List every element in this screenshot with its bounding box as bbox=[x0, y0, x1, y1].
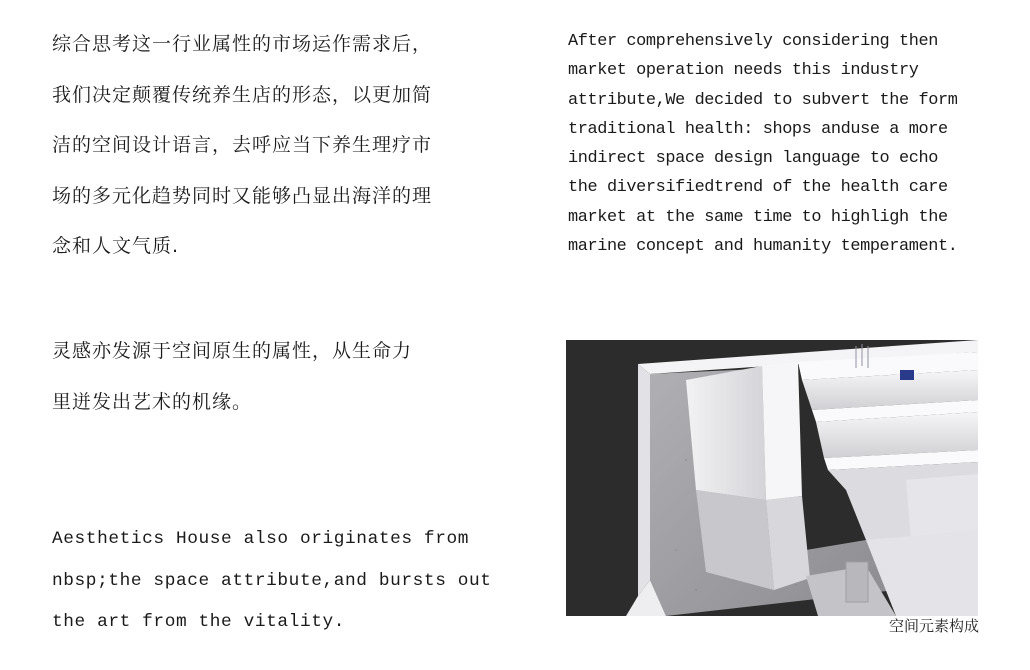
english-paragraph-left bbox=[52, 528, 492, 653]
english-line: nbsp;the space attribute,and bursts out bbox=[52, 570, 492, 591]
chinese-line: 念和人文气质. bbox=[52, 235, 180, 257]
chinese-line: 里迸发出艺术的机缘。 bbox=[52, 391, 253, 413]
english-line: the diversifiedtrend of the health care bbox=[568, 178, 948, 198]
english-paragraph-right bbox=[568, 31, 957, 265]
english-line: the art from the vitality. bbox=[52, 612, 346, 632]
chinese-line: 我们决定颠覆传统养生店的形态，以更加简 bbox=[52, 83, 433, 106]
english-line: market at the same time to highligh the bbox=[568, 207, 948, 227]
english-line: Aesthetics House also originates from bbox=[52, 529, 470, 549]
chinese-line: 灵感亦发源于空间原生的属性，从生命力 bbox=[52, 340, 413, 362]
english-line: marine concept and humanity temperament. bbox=[568, 237, 958, 257]
english-line: market operation needs this industry bbox=[568, 61, 919, 81]
space-render-image bbox=[566, 340, 978, 616]
english-line: attribute,We decided to subvert the form bbox=[568, 90, 958, 110]
figure-caption: 空间元素构成 bbox=[888, 617, 979, 635]
english-line: traditional health: shops anduse a more bbox=[568, 119, 948, 139]
chinese-paragraph-1 bbox=[52, 33, 502, 286]
chinese-line: 综合思考这一行业属性的市场运作需求后， bbox=[52, 33, 433, 55]
chinese-line: 场的多元化趋势同时又能够凸显出海洋的理 bbox=[52, 184, 433, 207]
english-line: indirect space design language to echo bbox=[568, 149, 938, 169]
english-line: After comprehensively considering then bbox=[568, 32, 938, 51]
chinese-paragraph-2 bbox=[52, 340, 502, 442]
chinese-line: 洁的空间设计语言，去呼应当下养生理疗市 bbox=[52, 134, 433, 156]
